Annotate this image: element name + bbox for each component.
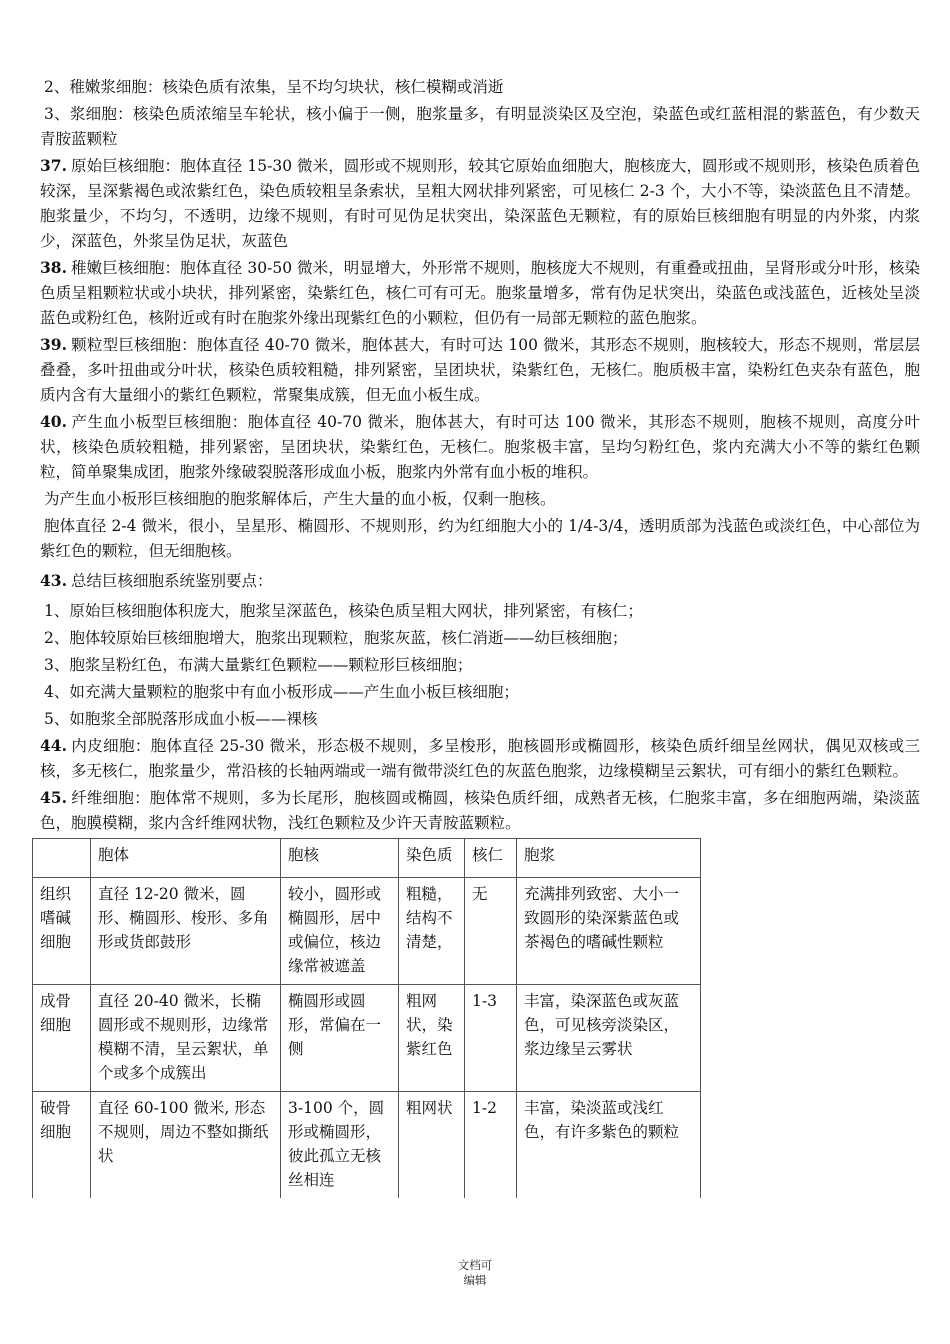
paragraph-text: 产生血小板型巨核细胞：胞体直径 40-70 微米，胞体甚大，有时可达 100 微米，其形态不规则，胞核不规则，高度分叶状，核染色质较粗糙，排列紧密，呈团块状，染紫红色，无核仁。胞浆极丰富，呈均匀粉红色，浆内充满大小不等的紫红色颗粒，简单聚集成团，胞浆外缘破裂脱落形成血小板，胞浆内外常有血小板的堆积。 xyxy=(40,413,920,481)
paragraph-text: 5、如胞浆全部脱落形成血小板——裸核 xyxy=(44,710,318,728)
paragraph xyxy=(40,409,920,485)
list-item xyxy=(40,652,920,678)
footer-line: 编辑 xyxy=(463,1273,487,1287)
page-footer xyxy=(0,1258,950,1288)
table-header-cell: 核仁 xyxy=(465,839,517,878)
paragraph xyxy=(40,101,920,152)
paragraph-text: 2、稚嫩浆细胞：核染色质有浓集，呈不均匀块状，核仁模糊或消逝 xyxy=(44,78,504,96)
section-heading xyxy=(40,568,920,594)
paragraph xyxy=(40,153,920,254)
paragraph-text: 总结巨核细胞系统鉴别要点： xyxy=(70,572,273,590)
item-number: 39. xyxy=(40,335,67,354)
paragraph-text: 2、胞体较原始巨核细胞增大，胞浆出现颗粒，胞浆灰蓝，核仁消逝——幼巨核细胞； xyxy=(44,629,628,647)
table-header-cell: 胞浆 xyxy=(517,839,701,878)
table-cell: 椭圆形或圆形，常偏在一侧 xyxy=(281,985,399,1092)
paragraph xyxy=(40,74,920,100)
paragraph xyxy=(40,513,920,564)
table-row xyxy=(33,878,701,985)
paragraph-text: 纤维细胞：胞体常不规则，多为长尾形，胞核圆或椭圆，核染色质纤细，成熟者无核，仁胞浆丰富，多在细胞两端，染淡蓝色，胞膜模糊，浆内含纤维网状物，浅红色颗粒及少许天青胺蓝颗粒。 xyxy=(40,789,920,832)
paragraph xyxy=(40,733,920,784)
item-number: 45. xyxy=(40,788,67,807)
document-page xyxy=(40,74,920,1198)
table-cell: 直径 20-40 微米，长椭圆形或不规则形，边缘常模糊不清，呈云絮状，单个或多个成簇出 xyxy=(91,985,281,1092)
table-cell: 3-100 个，圆形或椭圆形，彼此孤立无核丝相连 xyxy=(281,1092,399,1199)
paragraph xyxy=(40,332,920,408)
table-header-cell: 染色质 xyxy=(399,839,465,878)
table-header-cell xyxy=(33,839,91,878)
item-number: 38. xyxy=(40,258,67,277)
paragraph-text: 为产生血小板形巨核细胞的胞浆解体后，产生大量的血小板，仅剩一胞核。 xyxy=(44,490,556,508)
table-cell: 丰富，染淡蓝或浅红色，有许多紫色的颗粒 xyxy=(517,1092,701,1199)
paragraph-text: 内皮细胞：胞体直径 25-30 微米，形态极不规则，多呈梭形，胞核圆形或椭圆形，核染色质纤细呈丝网状，偶见双核或三核，多无核仁，胞浆量少，常沿核的长轴两端或一端有微带淡红色的灰蓝色胞浆，边缘模糊呈云絮状，可有细小的紫红色颗粒。 xyxy=(40,737,920,780)
table-cell: 1-2 xyxy=(465,1092,517,1199)
paragraph xyxy=(40,255,920,331)
table-cell: 丰富，染深蓝色或灰蓝色，可见核旁淡染区，浆边缘呈云雾状 xyxy=(517,985,701,1092)
paragraph-text: 3、浆细胞：核染色质浓缩呈车轮状，核小偏于一侧，胞浆量多，有明显淡染区及空泡，染蓝色或红蓝相混的紫蓝色，有少数天青胺蓝颗粒 xyxy=(40,105,920,148)
document-body xyxy=(40,74,920,836)
paragraph xyxy=(40,785,920,836)
table-cell: 粗糙，结构不清楚， xyxy=(399,878,465,985)
table-row xyxy=(33,1092,701,1199)
table-cell: 直径 12-20 微米，圆形、椭圆形、梭形、多角形或货郎鼓形 xyxy=(91,878,281,985)
list-item xyxy=(40,598,920,624)
table-header-cell: 胞体 xyxy=(91,839,281,878)
paragraph-text: 4、如充满大量颗粒的胞浆中有血小板形成——产生血小板巨核细胞； xyxy=(44,683,519,701)
table-header-row xyxy=(33,839,701,878)
table-cell: 粗网状，染紫红色 xyxy=(399,985,465,1092)
paragraph-text: 1、原始巨核细胞体积庞大，胞浆呈深蓝色，核染色质呈粗大网状，排列紧密，有核仁； xyxy=(44,602,643,620)
paragraph-text: 原始巨核细胞：胞体直径 15-30 微米，圆形或不规则形，较其它原始血细胞大，胞核庞大，圆形或不规则形，核染色质着色较深，呈深紫褐色或浓紫红色，染色质较粗呈条索状，呈粗大网状排列紧密，可见核仁 2-3 个，大小不等，染淡蓝色且不清楚。胞浆量少，不均匀，不透明，边缘不规则，有时可见伪足状突出，染深蓝色无颗粒，有的原始巨核细胞有明显的内外浆，内浆少，深蓝色，外浆呈伪足状，灰蓝色 xyxy=(40,157,920,250)
table-cell: 破骨细胞 xyxy=(33,1092,91,1199)
table-cell: 无 xyxy=(465,878,517,985)
item-number: 43. xyxy=(40,571,67,590)
table-cell: 粗网状 xyxy=(399,1092,465,1199)
table-cell: 成骨细胞 xyxy=(33,985,91,1092)
cell-comparison-table xyxy=(32,838,701,1198)
table-cell: 组织嗜碱细胞 xyxy=(33,878,91,985)
list-item xyxy=(40,706,920,732)
table-row xyxy=(33,985,701,1092)
paragraph xyxy=(40,486,920,512)
table-cell: 充满排列致密、大小一致圆形的染深紫蓝色或茶褐色的嗜碱性颗粒 xyxy=(517,878,701,985)
table-cell: 1-3 xyxy=(465,985,517,1092)
table-header-cell: 胞核 xyxy=(281,839,399,878)
footer-line: 文档可 xyxy=(457,1258,493,1272)
item-number: 40. xyxy=(40,412,67,431)
table-cell: 较小，圆形或椭圆形，居中或偏位，核边缘常被遮盖 xyxy=(281,878,399,985)
item-number: 37. xyxy=(40,156,67,175)
list-item xyxy=(40,625,920,651)
list-item xyxy=(40,679,920,705)
paragraph-text: 稚嫩巨核细胞：胞体直径 30-50 微米，明显增大，外形常不规则，胞核庞大不规则，有重叠或扭曲，呈肾形或分叶形，核染色质呈粗颗粒状或小块状，排列紧密，染紫红色，核仁可有可无。胞浆量增多，常有伪足状突出，染蓝色或浅蓝色，近核处呈淡蓝色或粉红色，核附近或有时在胞浆外缘出现紫红色的小颗粒，但仍有一局部无颗粒的蓝色胞浆。 xyxy=(40,259,920,327)
paragraph-text: 颗粒型巨核细胞：胞体直径 40-70 微米，胞体甚大，有时可达 100 微米，其形态不规则，胞核较大，形态不规则，常层层叠叠，多叶扭曲或分叶状，核染色质较粗糙，排列紧密，呈团块状，染紫红色，无核仁。胞质极丰富，染粉红色夹杂有蓝色，胞质内含有大量细小的紫红色颗粒，常聚集成簇，但无血小板生成。 xyxy=(40,336,920,404)
item-number: 44. xyxy=(40,736,67,755)
paragraph-text: 胞体直径 2-4 微米，很小，呈星形、椭圆形、不规则形，约为红细胞大小的 1/4-3/4，透明质部为浅蓝色或淡红色，中心部位为紫红色的颗粒，但无细胞核。 xyxy=(40,517,920,560)
table-cell: 直径 60-100 微米, 形态不规则，周边不整如撕纸状 xyxy=(91,1092,281,1199)
paragraph-text: 3、胞浆呈粉红色，布满大量紫红色颗粒——颗粒形巨核细胞； xyxy=(44,656,473,674)
